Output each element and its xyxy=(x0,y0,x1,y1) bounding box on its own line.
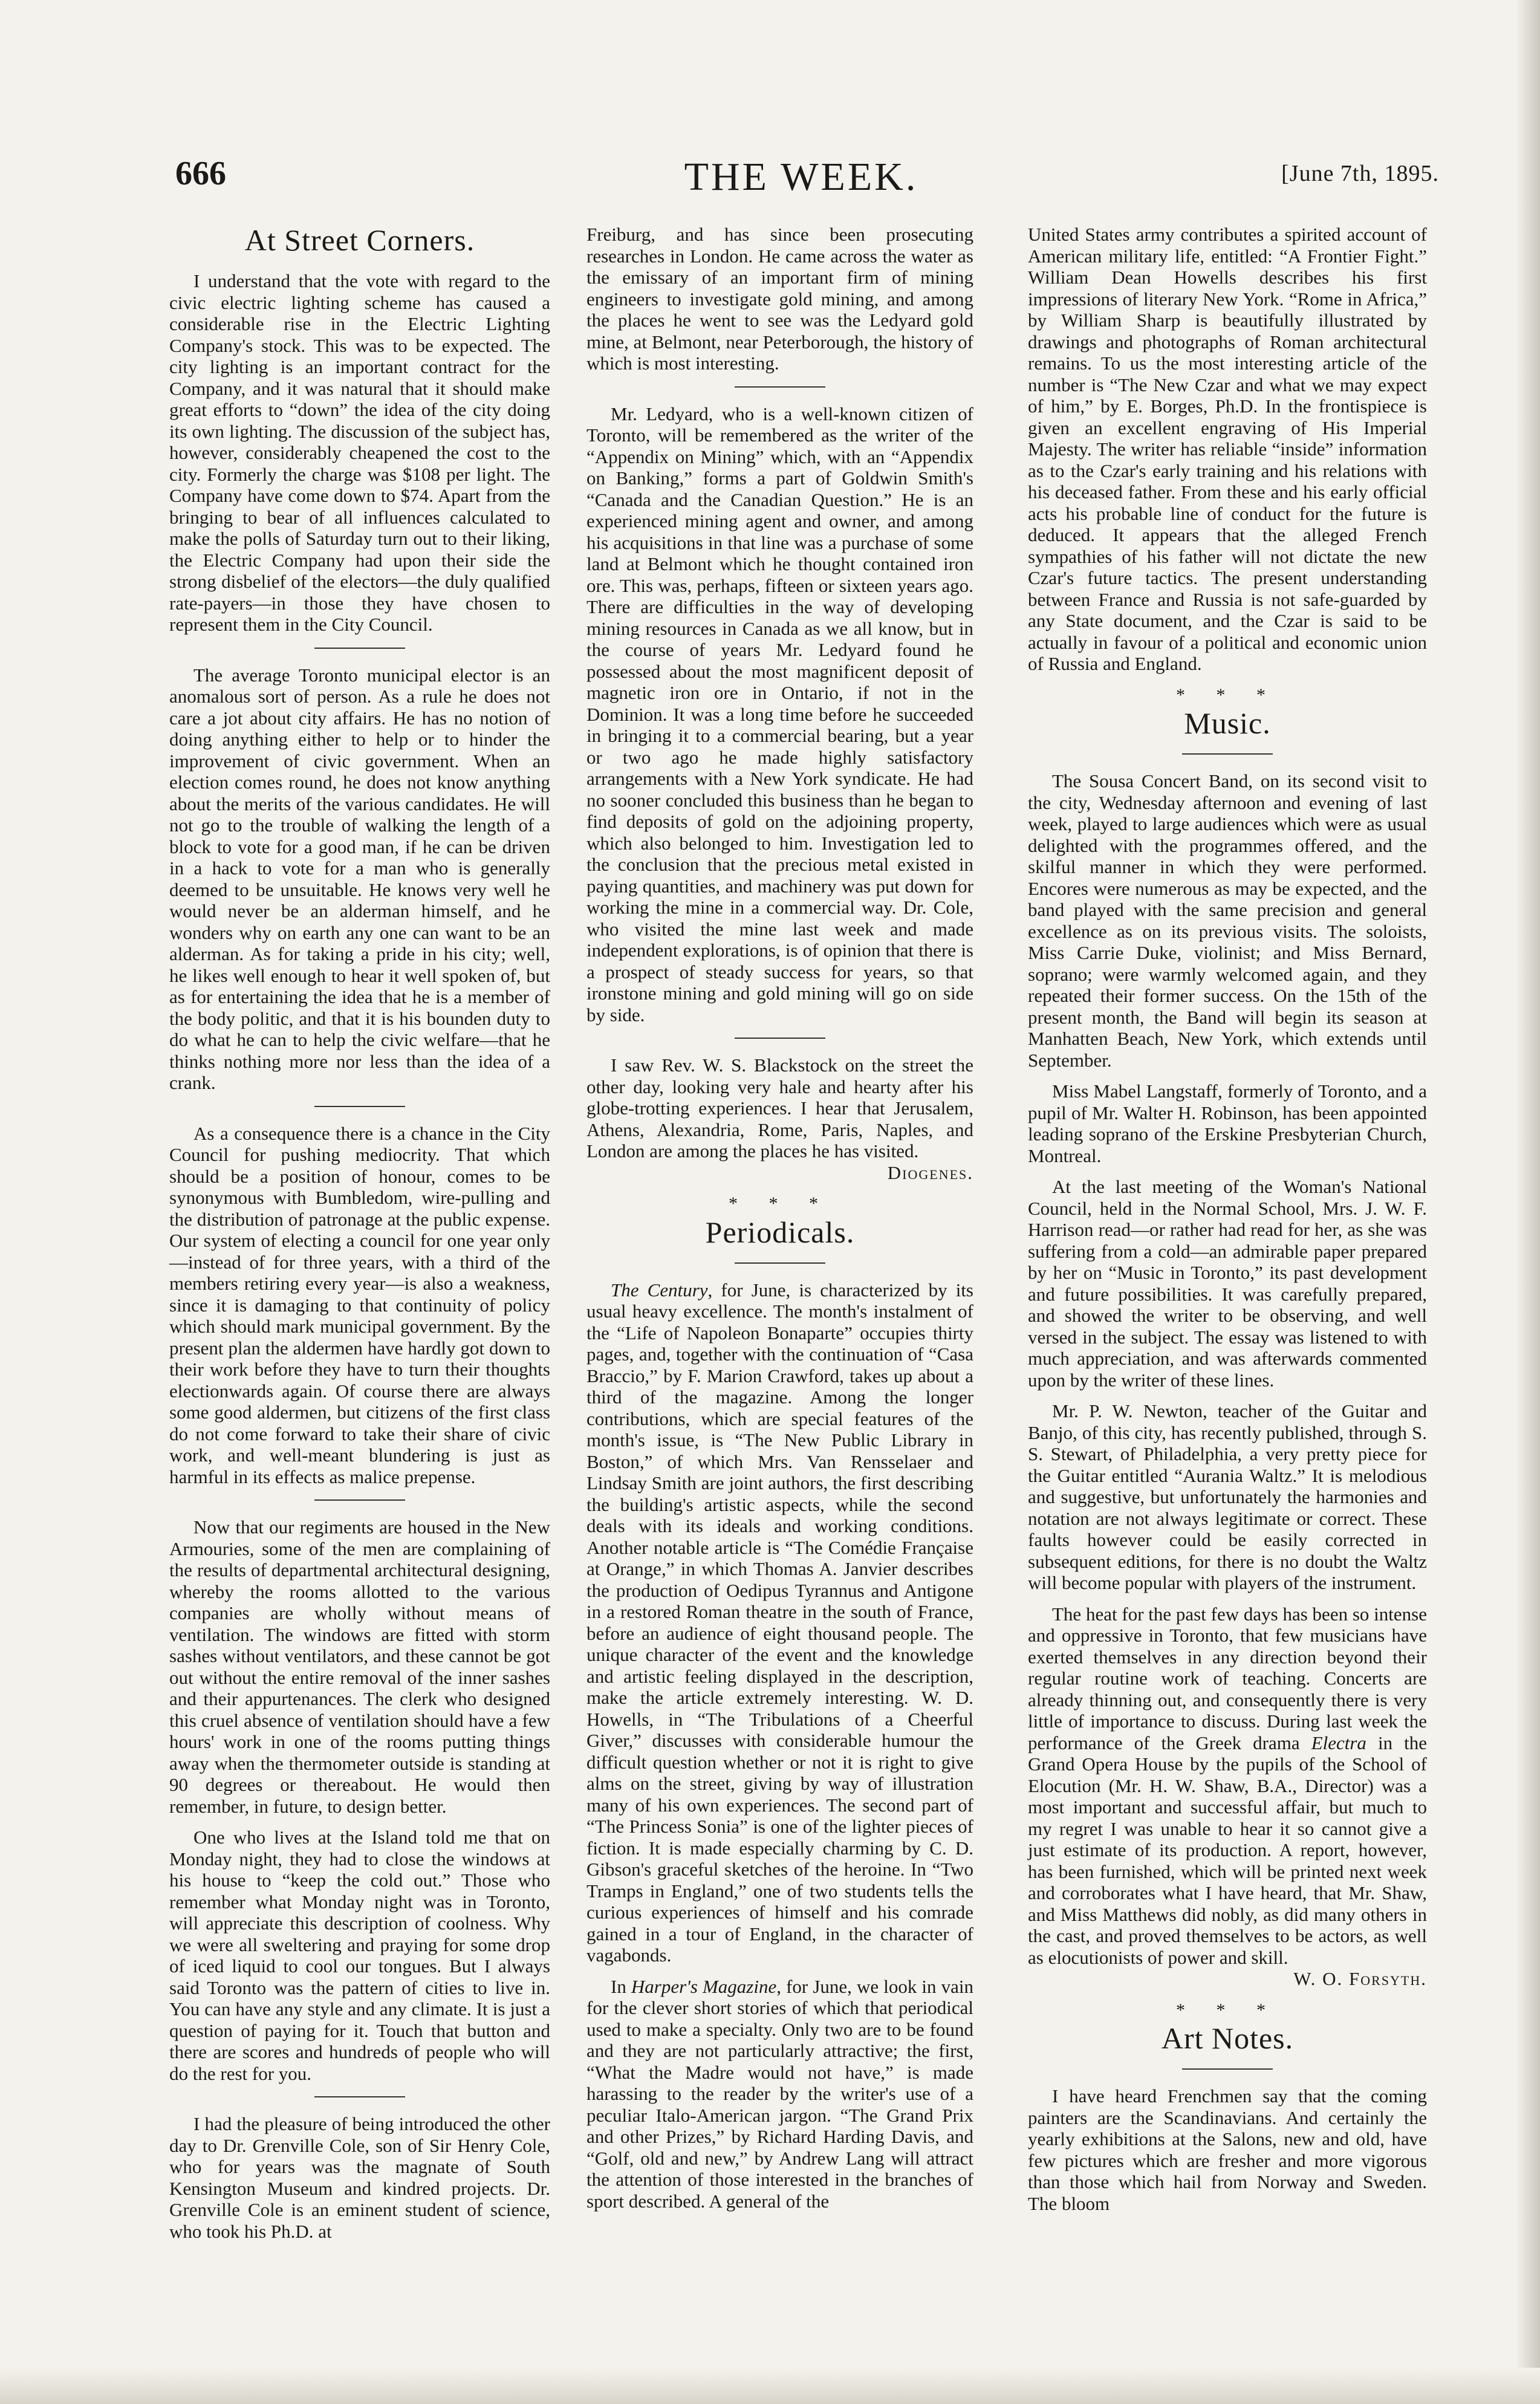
divider xyxy=(735,1038,825,1039)
paragraph: One who lives at the Island told me that on Monday night, they had to close the windows at his house to “keep the cold out.” Those who remember what Monday night was in Toronto, will appreciate this description of coolness. Why we were all sweltering and praying for some drop of iced liquid to cool our tongues. But I always said Toronto was the pattern of cities to live in. You can have any style and any climate. It is just a question of paying for it. Touch that button and there are scores and hundreds of people who will do the rest for you. xyxy=(169,1827,550,2084)
paragraph: Miss Mabel Langstaff, formerly of Toronto, and a pupil of Mr. Walter H. Robinson, has been appointed leading soprano of the Erskine Presbyterian Church, Montreal. xyxy=(1028,1080,1427,1166)
section-heading-art-notes: Art Notes. xyxy=(1161,2021,1294,2055)
section-heading-street-corners: At Street Corners. xyxy=(244,223,475,257)
paragraph: United States army contributes a spirited account of American military life, entitled: “A Frontier Fight.” William Dean Howells describes his first impressions of literary New York. “Rome in Africa,” by William Sharp is beautifully illustrated by drawings and photographs of Roman architectural remains. To us the most interesting article of the number is “The New Czar and what we may expect of him,” by E. Borges, Ph.D. In the frontispiece is given an excellent engraving of His Imperial Majesty. The writer has reliable “inside” information as to the Czar's early training and his relations with his deceased father. From these and his early official acts his probable line of conduct for the future is deduced. It appears that the alleged French sympathies of his father will not dictate the new Czar's future tactics. The present understanding between France and Russia is not safe-guarded by any State document, and the Czar is said to be actually in favour of a political and economic union of Russia and England. xyxy=(1028,224,1427,674)
paragraph-text: I saw Rev. W. S. Blackstock on the street the other day, looking very hale and hearty after his globe-trotting experiences. I hear that Jerusalem, Athens, Alexandria, Rome, Paris, Naples, and London are among the places he has visited. xyxy=(586,1054,973,1161)
issue-date: [June 7th, 1895. xyxy=(1281,161,1439,186)
column-1 xyxy=(169,224,550,2252)
magazine-title-century: The Century xyxy=(611,1279,708,1301)
magazine-title-harpers: Harper's Magazine xyxy=(631,1975,777,1997)
paragraph: I had the pleasure of being introduced the other day to Dr. Grenville Cole, son of Sir Henry Cole, who for years was the magnate of South Kensington Museum and kindred projects. Dr. Grenville Cole is an eminent student of science, who took his Ph.D. at xyxy=(169,2113,550,2242)
divider xyxy=(314,2096,405,2097)
section-heading-music: Music. xyxy=(1184,706,1271,740)
divider xyxy=(314,1106,405,1107)
paragraph: Mr. P. W. Newton, teacher of the Guitar and Banjo, of this city, has recently published, through S. S. Stewart, of Philadelphia, a very pretty piece for the Guitar entitled “Aurania Waltz.” It is melodious and suggestive, but unfortunately the harmonies and notation are not always legitimate or correct. These faults however could be easily corrected in subsequent editions, for there is no doubt the Waltz will become popular with players of the instrument. xyxy=(1028,1400,1427,1593)
paragraph xyxy=(1028,1603,1427,1990)
paragraph xyxy=(586,1279,973,1966)
divider xyxy=(735,386,825,388)
paragraph: As a consequence there is a chance in the City Council for pushing mediocrity. That which should be a position of honour, comes to be synonymous with Bumbledom, wire-pulling and the distribution of patronage at the public expense. Our system of electing a council for one year only—instead of for three years, with a third of the members retiring every year—is also a weakness, since it is damaging to that continuity of policy which should mark municipal government. By the present plan the aldermen have hardly got down to their work before they have to turn their thoughts electionwards again. Of course there are always some good aldermen, but citizens of the first class do not come forward to take their share of civic work, and well-meant blundering is just as harmful in its effects as malice prepense. xyxy=(169,1122,550,1487)
divider xyxy=(1182,2068,1273,2070)
column-2 xyxy=(586,224,973,2221)
paragraph-text: , for June, we look in vain for the clever short stories of which that periodical used to make a specialty. Only two are to be found and they are not particularly attractive; the first, “What the Madre would not have,” is made harassing to the reader by the writer's use of a peculiar Italo-American jargon. “The Grand Prix and other Prizes,” by Richard Harding Davis, and “Golf, old and new,” by Andrew Lang will attract the attention of those interested in the branches of sport described. A general of the xyxy=(586,1975,974,2212)
paragraph: Freiburg, and has since been prosecuting researches in London. He came across the water as the emissary of an important firm of mining engineers to investigate gold mining, and among the places he went to see was the Ledyard gold mine, at Belmont, near Peterborough, the history of which is most interesting. xyxy=(586,224,973,374)
signature-forsyth: W. O. Forsyth. xyxy=(1293,1968,1427,1989)
paragraph: Mr. Ledyard, who is a well-known citizen of Toronto, will be remembered as the writer of the “Appendix on Mining” which, with an “Appendix on Banking,” forms a part of Goldwin Smith's “Canada and the Canadian Question.” He is an experienced mining agent and owner, and among his acquisitions in that line was a purchase of some land at Belmont which he thought contained iron ore. This was, perhaps, fifteen or sixteen years ago. There are difficulties in the way of developing mining resources in Canada as we all know, but in the course of years Mr. Ledyard found he possessed about the most magnificent deposit of magnetic iron ore in Ontario, if not in the Dominion. It was a long time before he succeeded in bringing it to a commercial bearing, but a year or two ago he made highly satisfactory arrangements with a New York syndicate. He had no sooner concluded this business than he began to find deposits of gold on the adjoining property, which also belonged to him. Investigation led to the conclusion that the precious metal existed in paying quantities, and machinery was put down for working the mine in a commercial way. Dr. Cole, who visited the mine last week and made independent explorations, is of opinion that there is a prospect of steady success for years, so that ironstone mining and gold mining will go on side by side. xyxy=(586,403,973,1025)
paragraph: The average Toronto municipal elector is an anomalous sort of person. As a rule he does not care a jot about city affairs. He has no notion of doing anything either to help or to hinder the improvement of civic government. When an election comes round, he does not know anything about the merits of the various candidates. He will not go to the trouble of walking the length of a block to vote for a good man, if he can be driven in a hack to vote for a man who is generally deemed to be unsuitable. He knows very well he would never be an alderman himself, and he wonders why on earth any one can want to be an alderman. As for taking a pride in his city; well, he likes well enough to hear it well spoken of, but as for entertaining the idea that he is a member of the body politic, and that it is his bounden duty to do what he can to help the civic welfare—that he thinks nothing more nor less than the idea of a crank. xyxy=(169,664,550,1093)
section-heading-periodicals: Periodicals. xyxy=(705,1215,855,1249)
divider xyxy=(314,1499,405,1501)
divider xyxy=(314,648,405,649)
divider xyxy=(735,1262,825,1264)
divider xyxy=(1182,753,1273,755)
paragraph: I understand that the vote with regard to the civic electric lighting scheme has caused a considerable rise in the Electric Lighting Company's stock. This was to be expected. The city lighting is an important contract for the Company, and it was natural that it should make great efforts to “down” the idea of the city doing its own lighting. The discussion of the subject has, however, considerably cheapened the cost to the city. Formerly the charge was $108 per light. The Company have come down to $74. Apart from the bringing to bear of all influences calculated to make the polls of Saturday turn out to their liking, the Electric Company had upon their side the strong disbelief of the electors—the duly qualified rate-payers—in those they have chosen to represent them in the City Council. xyxy=(169,270,550,635)
section-stars: * * * xyxy=(729,1194,831,1213)
page-edge-shadow xyxy=(1516,0,1540,2404)
masthead-title: THE WEEK. xyxy=(684,155,918,199)
section-stars: * * * xyxy=(1176,2000,1279,2020)
section-stars: * * * xyxy=(1176,684,1279,705)
paragraph: At the last meeting of the Woman's National Council, held in the Normal School, Mrs. J. W. F. Harrison read—or rather had read for her, as she was suffering from a cold—an admirable paper prepared by her on “Music in Toronto,” its past development and future possibilities. It was carefully prepared, and showed the writer to be observing, and well versed in the subject. The essay was listened to with much appreciation, and was afterwards commented upon by the writer of these lines. xyxy=(1028,1176,1427,1391)
paragraph-text: in the Grand Opera House by the pupils of the School of Elocution (Mr. H. W. Shaw, B.A., Director) was a most important and successful affair, but much to my regret I was unable to hear it so cannot give a just estimate of its production. A report, however, has been furnished, which will be printed next week and corroborates what I have heard, that Mr. Shaw, and Miss Matthews did nobly, as did many others in the cast, and proved themselves to be actors, as well as elocutionists of power and skill. xyxy=(1028,1732,1427,1968)
paragraph-text: The heat for the past few days has been so intense and oppressive in Toronto, that few musicians have exerted themselves in any direction beyond their regular routine work of teaching. Concerts are already thinning out, and consequently there is very little of importance to discuss. During last week the performance of the Greek drama xyxy=(1028,1603,1427,1753)
paragraph-text: , for June, is characterized by its usual heavy excellence. The month's instalment of the “Life of Napoleon Bonaparte” occupies thirty pages, and, together with the continuation of “Casa Braccio,” by F. Marion Crawford, takes up about a third of the magazine. Among the longer contributions, which are special features of the month's issue, is “The New Public Library in Boston,” of which Mrs. Van Rensselaer and Lindsay Smith are joint authors, the first describing the building's artistic aspects, while the second deals with its ideals and working conditions. Another notable article is “The Comédie Française at Orange,” in which Thomas A. Janvier describes the production of Oedipus Tyrannus and Antigone in a restored Roman theatre in the south of France, before an audience of eight thousand people. The unique character of the event and the knowledge and artistic feeling displayed in the description, make the article extremely interesting. W. D. Howells, in “The Tribulations of a Cheerful Giver,” discusses with considerable humour the difficult question whether or not it is right to give alms on the street, giving by way of illustration many of his own experiences. The second part of “The Princess Sonia” is one of the lighter pieces of fiction. It is made especially charming by C. D. Gibson's graceful sketches of the heroine. In “Two Tramps in England,” one of two students tells the curious experiences of himself and his comrade gained in a tour of England, in the character of vagabonds. xyxy=(586,1279,973,1966)
column-3 xyxy=(1028,224,1427,2224)
paragraph xyxy=(586,1976,973,2212)
paragraph: Now that our regiments are housed in the New Armouries, some of the men are complaining of the results of departmental architectural designing, whereby the rooms allotted to the various companies are wholly without means of ventilation. The windows are fitted with storm sashes without ventilators, and these cannot be got out without the entire removal of the inner sashes and their appurtenances. The clerk who designed this cruel absence of ventilation should have a few hours' work in one of the rooms putting things away when the thermometer outside is standing at 90 degrees or thereabout. He would then remember, in future, to design better. xyxy=(169,1516,550,1817)
paragraph: The Sousa Concert Band, on its second visit to the city, Wednesday afternoon and evening of last week, played to large audiences which were as usual delighted with the programmes offered, and the skilful manner in which they were performed. Encores were numerous as may be expected, and the band played with the same precision and general excellence as on its previous visits. The soloists, Miss Carrie Duke, violinist; and Miss Bernard, soprano; were warmly welcomed again, and they repeated their former success. On the 15th of the present month, the Band will begin its season at Manhatten Beach, New York, which extends until September. xyxy=(1028,770,1427,1071)
page-bottom-edge xyxy=(0,2368,1540,2404)
page-header xyxy=(163,154,1439,203)
paragraph xyxy=(586,1054,973,1183)
signature-diogenes: Diogenes. xyxy=(887,1161,973,1183)
drama-title-electra: Electra xyxy=(1311,1732,1366,1753)
paragraph: I have heard Frenchmen say that the coming painters are the Scandinavians. And certainly the yearly exhibitions at the Salons, new and old, have few pictures which are fresher and more vigorous than those which hail from Norway and Sweden. The bloom xyxy=(1028,2085,1427,2214)
page-number: 666 xyxy=(175,155,226,192)
paragraph-text: In xyxy=(611,1975,631,1997)
